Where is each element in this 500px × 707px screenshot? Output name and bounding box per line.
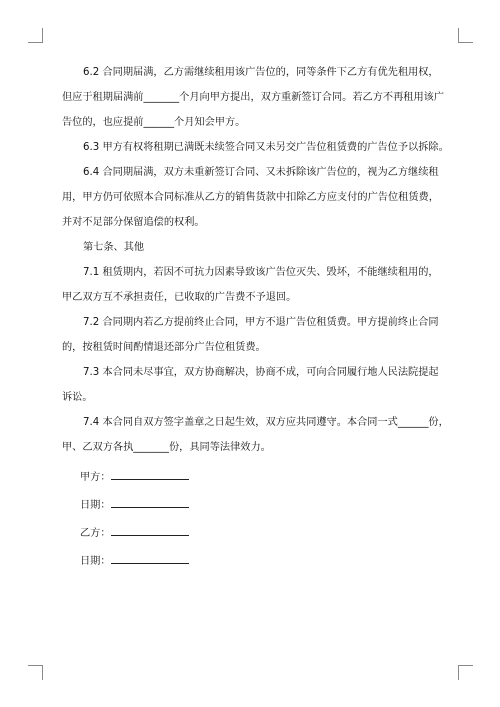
clause-6-2-line-2: 但应于租期届满前_______个月向甲方提出，双方重新签订合同。若乙方不再租用该广 [62,92,445,103]
clause-6-4-line-2: 用，甲方仍可依照本合同标准从乙方的销售货款中扣除乙方应支付的广告位租赁费， [62,192,439,203]
signature-date-a [62,496,447,512]
date-a-line[interactable] [111,496,189,508]
date-a-label: 日期： [80,500,111,511]
clause-6-4-line-1: 6.4 合同期届满，双方未重新签订合同、又未拆除该广告位的，视为乙方继续租 [83,167,439,178]
crop-mark-top-left [28,28,43,43]
clause-7-1-line-2: 甲乙双方互不承担责任，已收取的广告费不予退回。 [62,292,297,303]
clause-7-2-line-1: 7.2 合同期内若乙方提前终止合同，甲方不退广告位租赁费。甲方提前终止合同 [83,317,439,328]
document-body [62,65,447,568]
clause-6-4-line-3: 并对不足部分保留追偿的权利。 [62,217,205,228]
signature-party-a [62,468,447,484]
clause-7-4-line-2: 甲、乙双方各执_______份，具同等法律效力。 [62,442,271,453]
clause-7-1-line-1: 7.1 租赁期内，若因不可抗力因素导致该广告位灭失、毁坏，不能继续租用的， [83,267,439,278]
signature-date-b [62,552,447,568]
clause-7-4-line-1: 7.4 本合同自双方签字盖章之日起生效，双方应共同遵守。本合同一式______份， [83,417,449,428]
signature-party-b [62,524,447,540]
clause-6-2-line-3: 告位的，也应提前______个月知会甲方。 [62,117,246,128]
clause-7-2-line-2: 的，按租赁时间酌情退还部分广告位租赁费。 [62,342,266,353]
party-a-label: 甲方： [80,472,111,483]
party-b-signature-line[interactable] [111,524,189,536]
crop-mark-top-right [458,28,473,43]
party-b-label: 乙方： [80,528,111,539]
clause-6-2-line-1: 6.2 合同期届满，乙方需继续租用该广告位的，同等条件下乙方有优先租用权， [83,67,439,78]
crop-mark-bottom-right [458,665,473,680]
clause-7-3-line-1: 7.3 本合同未尽事宜，双方协商解决，协商不成，可向合同履行地人民法院提起 [83,367,439,378]
date-b-label: 日期： [80,556,111,567]
clause-7-3-line-2: 诉讼。 [62,392,93,403]
party-a-signature-line[interactable] [111,468,189,480]
section-7-heading: 第七条、其他 [83,242,145,253]
crop-mark-bottom-left [28,665,43,680]
date-b-line[interactable] [111,552,189,564]
clause-6-3: 6.3 甲方有权将租期已满既未续签合同又未另交广告位租赁费的广告位予以拆除。 [83,142,449,153]
